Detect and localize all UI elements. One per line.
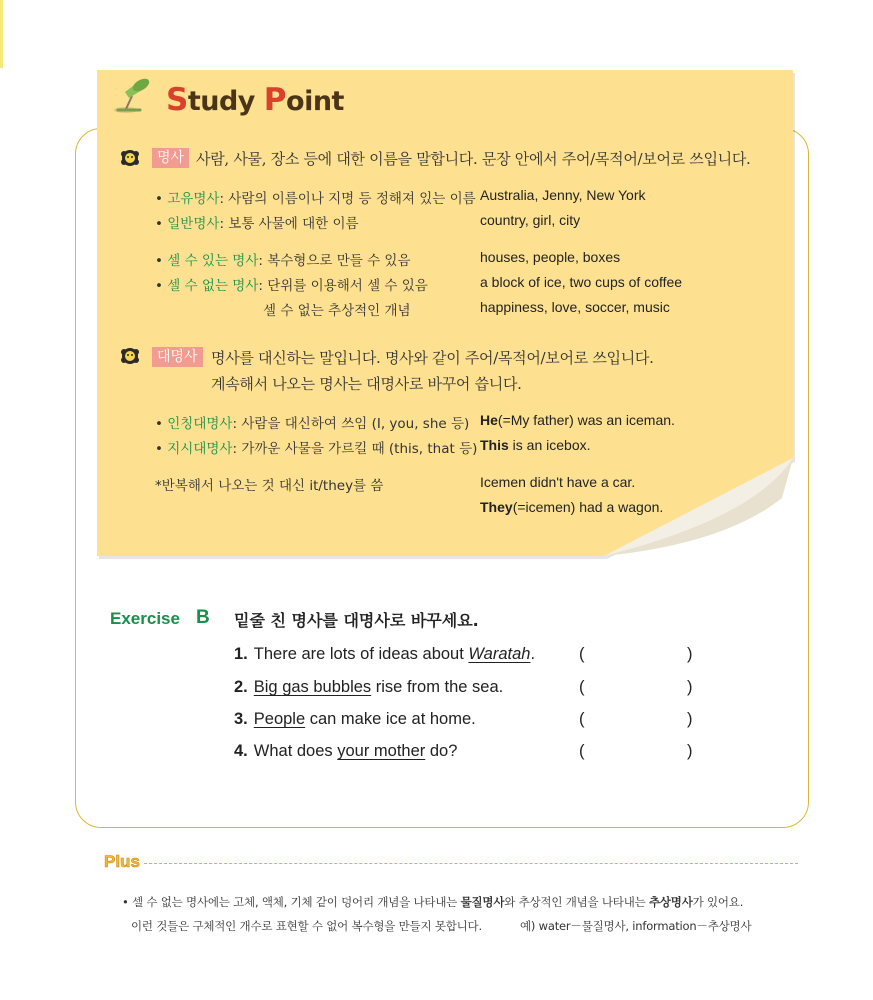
study-point-title: Study Point xyxy=(166,82,344,118)
question-1: 1. There are lots of ideas about Waratah. xyxy=(234,645,536,663)
edge-mark xyxy=(0,0,3,68)
list-item-example: Australia, Jenny, New York xyxy=(480,187,646,203)
list-item-example: He(=My father) was an iceman. xyxy=(480,412,675,428)
note-item: *반복해서 나오는 것 대신 it/they를 씀 xyxy=(155,478,384,494)
pronoun-description-2: 계속해서 나오는 명사는 대명사로 바꾸어 씁니다. xyxy=(211,375,522,393)
list-item: • 인칭대명사: 사람을 대신하여 쓰임 (I, you, she 등) xyxy=(155,416,470,432)
pronoun-tag: 대명사 xyxy=(152,347,203,367)
list-item: • 일반명사: 보통 사물에 대한 이름 xyxy=(155,216,359,232)
list-item: • 지시대명사: 가까운 사물을 가르킬 때 (this, that 등) xyxy=(155,441,478,457)
answer-close-paren: ) xyxy=(687,678,693,696)
answer-close-paren: ) xyxy=(687,742,693,760)
list-item-example: a block of ice, two cups of coffee xyxy=(480,274,683,290)
list-item: • 셀 수 없는 명사: 단위를 이용해서 셀 수 있음 xyxy=(155,278,428,294)
flower-bullet-icon xyxy=(120,148,140,168)
list-item-example: houses, people, boxes xyxy=(480,249,621,265)
pushpin-icon xyxy=(112,76,156,116)
plus-label: Plus xyxy=(104,852,140,871)
exercise-label: Exercise xyxy=(110,609,180,628)
noun-tag: 명사 xyxy=(152,148,189,168)
answer-open-paren[interactable]: ( xyxy=(579,645,585,663)
note-example: They(=icemen) had a wagon. xyxy=(480,499,664,515)
exercise-letter: B xyxy=(196,607,210,628)
question-3: 3. People can make ice at home. xyxy=(234,710,476,728)
list-item-example: country, girl, city xyxy=(480,212,581,228)
answer-open-paren[interactable]: ( xyxy=(579,678,585,696)
list-item: • 셀 수 있는 명사: 복수형으로 만들 수 있음 xyxy=(155,253,411,269)
plus-line-1: • 셀 수 없는 명사에는 고체, 액체, 기체 같이 덩어리 개념을 나타내는 물질명사와 추상적인 개념을 나타내는 추상명사가 있어요. xyxy=(122,895,744,909)
flower-bullet-icon xyxy=(120,346,140,366)
answer-open-paren[interactable]: ( xyxy=(579,710,585,728)
list-item: 셀 수 없는 추상적인 개념 xyxy=(263,303,411,319)
note-example: Icemen didn't have a car. xyxy=(480,474,636,490)
exercise-instruction: 밑줄 친 명사를 대명사로 바꾸세요. xyxy=(234,611,479,630)
answer-close-paren: ) xyxy=(687,645,693,663)
answer-close-paren: ) xyxy=(687,710,693,728)
noun-description: 사람, 사물, 장소 등에 대한 이름을 말합니다. 문장 안에서 주어/목적어/보어로 쓰입니다. xyxy=(196,150,751,168)
plus-line-2: 이런 것들은 구체적인 개수로 표현할 수 없어 복수형을 만들지 못합니다. xyxy=(131,919,482,933)
list-item-example: happiness, love, soccer, music xyxy=(480,299,670,315)
answer-open-paren[interactable]: ( xyxy=(579,742,585,760)
list-item-example: This is an icebox. xyxy=(480,437,591,453)
plus-example: 예) water－물질명사, information－추상명사 xyxy=(520,919,752,933)
question-2: 2. Big gas bubbles rise from the sea. xyxy=(234,678,504,696)
list-item: • 고유명사: 사람의 이름이나 지명 등 정해져 있는 이름 xyxy=(155,191,476,207)
pronoun-description: 명사를 대신하는 말입니다. 명사와 같이 주어/목적어/보어로 쓰입니다. xyxy=(211,349,654,367)
question-4: 4. What does your mother do? xyxy=(234,742,458,760)
plus-divider xyxy=(144,863,798,864)
